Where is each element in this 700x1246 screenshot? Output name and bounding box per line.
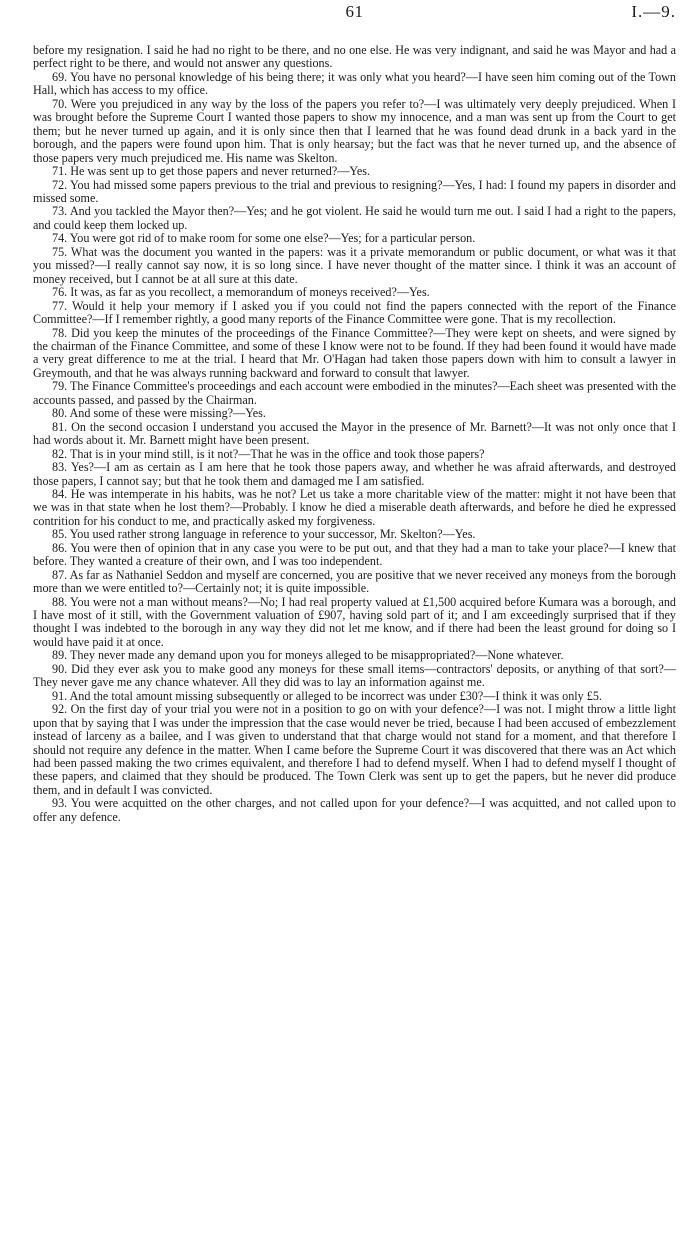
testimony-paragraph: 93. You were acquitted on the other charges, and not called upon for your defence?—I was acquitted, and not called upon to offer any defence. — [33, 796, 676, 824]
testimony-paragraph: 84. He was intemperate in his habits, was he not? Let us take a more charitable view of the matter: might it not have been that we was in that state when he lost them?—Probably. I know he died a miserable death afterwards, and before he died he expressed contrition for his conduct to me, and practically asked my forgiveness. — [33, 486, 676, 528]
testimony-paragraph: 81. On the second occasion I understand you accused the Mayor in the presence of Mr. Barnett?—It was not only once that I had words about it. Mr. Barnett might have been present. — [33, 419, 676, 448]
testimony-paragraph: 88. You were not a man without means?—No; I had real property valued at £1,500 acquired before Kumara was a borough, and I have most of it still, with the Government valuation of £907, having sold part of it; and I am exceedingly surprised that if they thought I was indebted to the borough in any way they did not let me know, and if there had been the least ground for doing so I would have paid it at once. — [33, 594, 676, 649]
testimony-paragraph: 69. You have no personal knowledge of his being there; it was only what you heard?—I have seen him coming out of the Town Hall, which has access to my office. — [33, 69, 676, 98]
document-reference: I.—9. — [631, 2, 676, 21]
testimony-paragraph: 73. And you tackled the Mayor then?—Yes; and he got violent. He said he would turn me out. I said I had a right to the papers, and could keep them locked up. — [33, 204, 676, 232]
testimony-paragraph: 92. On the first day of your trial you were not in a position to go on with your defence?—I was not. I might throw a little light upon that by saying that I was under the impression that the case would never be tried, because I had been accused of embezzlement instead of larceny as a bailee, and I was given to understand that that charge would not stand for a moment, and that therefore I should not require any defence in the matter. When I came before the Supreme Court it was discovered that there was an Act which had been passed making the two crimes equivalent, and therefore I had to defend myself. When I had to defend myself I thought of these papers, and claimed that they should be produced. The Town Clerk was sent up to get the papers, but he never did produce them, and in default I was convicted. — [33, 702, 676, 797]
testimony-paragraph: 89. They never made any demand upon you for moneys alleged to be misappropriated?—None whatever. — [52, 648, 564, 663]
continued-paragraph: before my resignation. I said he had no right to be there, and no one else. He was very indignant, and said he was Mayor and had a perfect right to be there, and would not answer any questions. — [33, 43, 676, 71]
testimony-paragraph: 86. You were then of opinion that in any case you were to be put out, and that they had a man to take your place?—I knew that before. They wanted a creature of their own, and I was too independent. — [33, 540, 676, 569]
testimony-paragraph: 82. That is in your mind still, is it not?—That he was in the office and took those papers? — [52, 446, 485, 461]
testimony-paragraph: 74. You were got rid of to make room for some one else?—Yes; for a particular person. — [52, 231, 476, 246]
page-number: 61 — [345, 2, 364, 21]
document-body — [33, 44, 676, 824]
testimony-paragraph: 91. And the total amount missing subsequently or alleged to be incorrect was under £30?—I think it was only £5. — [52, 688, 602, 703]
testimony-paragraph: 79. The Finance Committee's proceedings and each account were embodied in the minutes?—Each sheet was presented with the accounts passed, and passed by the Chairman. — [33, 379, 676, 407]
testimony-paragraph: 72. You had missed some papers previous to the trial and previous to resigning?—Yes, I had: I found my papers in disorder and missed some. — [33, 177, 676, 205]
testimony-paragraph: 71. He was sent up to get those papers and never returned?—Yes. — [52, 164, 371, 179]
page-header — [33, 0, 676, 46]
testimony-paragraph: 90. Did they ever ask you to make good any moneys for these small items—contractors' deposits, or anything of that sort?—They never gave me any chance whatever. All they did was to lay an information against me. — [33, 661, 676, 690]
testimony-paragraph: 77. Would it help your memory if I asked you if you could not find the papers connected with the report of the Finance Committee?—If I remember rightly, a good many reports of the Finance Committee were gone. That is my recollection. — [33, 298, 676, 327]
testimony-paragraph: 83. Yes?—I am as certain as I am here that he took those papers away, and whether he was afraid afterwards, and destroyed those papers, I cannot say; but that he took them and damaged me I am satisfied. — [33, 460, 676, 488]
testimony-paragraph: 76. It was, as far as you recollect, a memorandum of moneys received?—Yes. — [52, 285, 430, 300]
testimony-paragraph: 78. Did you keep the minutes of the proceedings of the Finance Committee?—They were kept on sheets, and were signed by the chairman of the Finance Committee, and some of these I know were not to be found. If they had been found it would have made a very great difference to me at the trial. I heard that Mr. O'Hagan had taken those papers down with him to consult a lawyer in Greymouth, and that he was always running backward and forward to consult that lawyer. — [33, 325, 676, 380]
testimony-paragraph: 75. What was the document you wanted in the papers: was it a private memorandum or public document, or what was it that you missed?—I really cannot say now, it is so long since. I have never thought of the matter since. I think it was an account of money received, but I cannot be at all sure at this date. — [33, 244, 676, 286]
testimony-paragraph: 80. And some of these were missing?—Yes. — [52, 406, 266, 421]
testimony-paragraph: 70. Were you prejudiced in any way by the loss of the papers you refer to?—I was ultimately very deeply prejudiced. When I was brought before the Supreme Court I wanted those papers to show my innocence, and a man was sent up from the Court to get them; but he never turned up again, and it is only since then that I learned that he was found dead drunk in a back yard in the borough, and the papers were found upon him. That is only hearsay; but the fact was that he never turned up, and the absence of those papers very much prejudiced me. His name was Skelton. — [33, 96, 676, 165]
testimony-paragraph: 85. You used rather strong language in reference to your successor, Mr. Skelton?—Yes. — [52, 527, 476, 542]
testimony-paragraph: 87. As far as Nathaniel Seddon and myself are concerned, you are positive that we never received any moneys from the borough more than we were entitled to?—Certainly not; it is quite impossible. — [33, 567, 676, 596]
